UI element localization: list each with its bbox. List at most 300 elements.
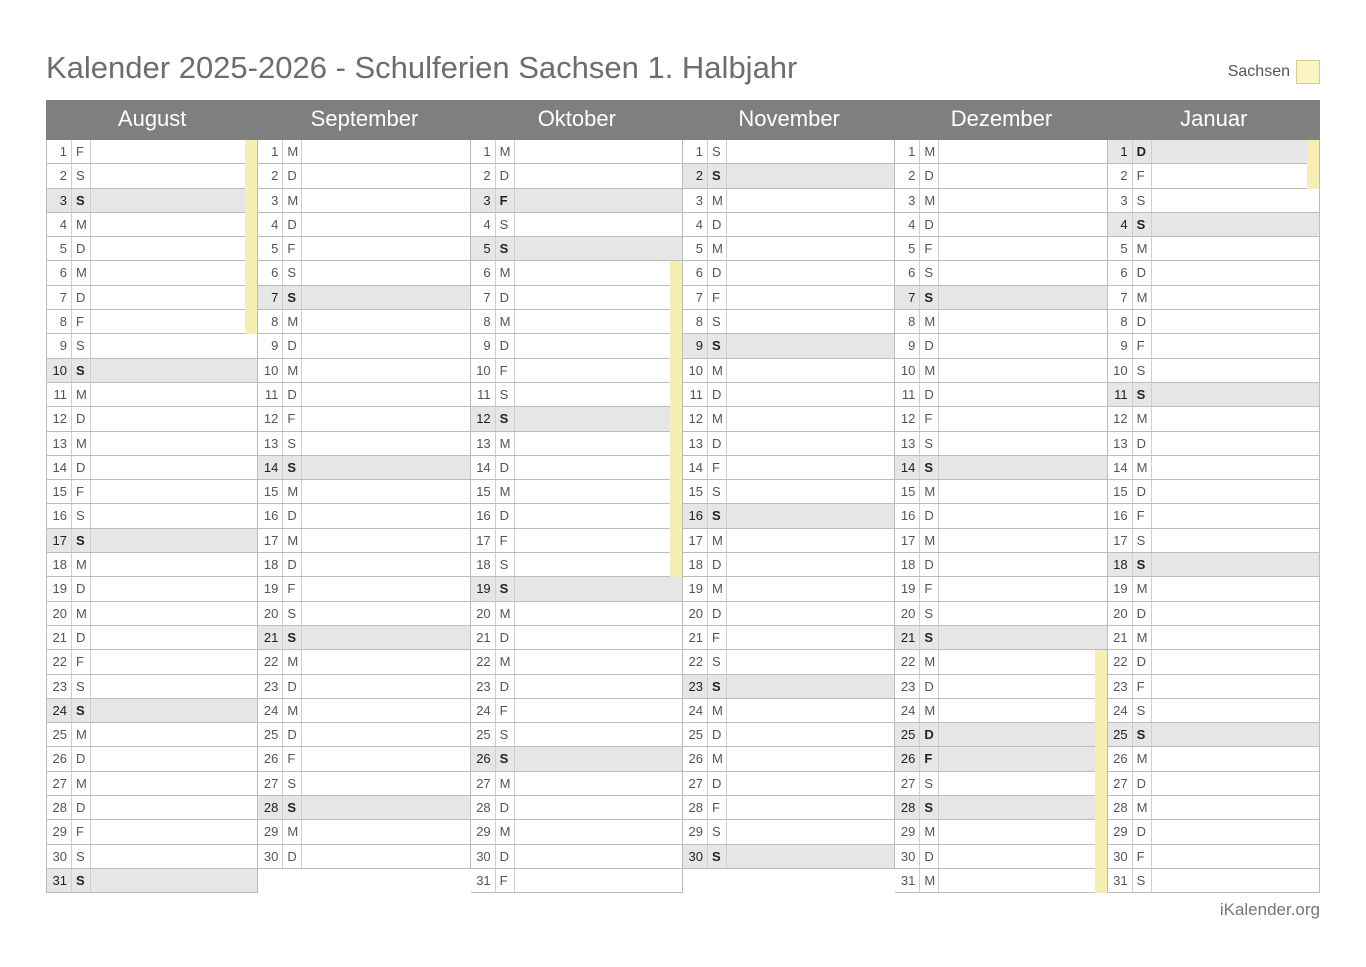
day-row [471,747,683,771]
day-number: 30 [895,845,920,868]
weekday: S [283,261,302,284]
weekday: S [496,237,515,260]
day-number: 16 [471,504,496,527]
day-row [46,602,258,626]
day-row [683,529,895,553]
day-number: 11 [47,383,72,406]
day-number: 29 [471,820,496,843]
day-row [1108,820,1320,844]
day-note-cell [1152,359,1319,382]
weekday: S [1133,529,1152,552]
day-number: 3 [683,189,708,212]
day-row [1108,213,1320,237]
day-row [471,602,683,626]
day-number: 14 [47,456,72,479]
weekday: M [496,261,515,284]
weekday: S [72,845,91,868]
day-number: 28 [683,796,708,819]
weekday: M [1133,237,1152,260]
day-number: 14 [895,456,920,479]
day-note-cell [515,237,682,260]
day-number: 6 [471,261,496,284]
day-note-cell [302,772,469,795]
day-row [895,164,1107,188]
day-number: 13 [47,432,72,455]
day-note-cell [727,213,894,236]
weekday: D [283,723,302,746]
day-number: 9 [47,334,72,357]
weekday: M [496,602,515,625]
day-number: 20 [47,602,72,625]
day-row [683,723,895,747]
weekday: D [920,723,939,746]
day-number: 20 [258,602,283,625]
day-note-cell [91,553,257,576]
day-row [46,772,258,796]
day-number: 5 [683,237,708,260]
day-note-cell [939,140,1106,163]
day-number: 1 [895,140,920,163]
day-note-cell [302,820,469,843]
day-row [258,577,470,601]
day-number: 5 [47,237,72,260]
weekday: S [920,626,939,649]
day-number: 6 [895,261,920,284]
month-header-november: November [738,106,840,131]
weekday: S [283,796,302,819]
day-note-cell [91,286,257,309]
weekday: M [920,820,939,843]
day-row [258,213,470,237]
weekday: F [283,407,302,430]
day-note-cell [939,261,1106,284]
weekday: M [283,189,302,212]
day-row [895,845,1107,869]
weekday: M [920,869,939,892]
weekday: D [920,675,939,698]
day-number: 11 [1108,383,1133,406]
weekday: M [708,359,727,382]
day-row [258,723,470,747]
day-note-cell [727,553,894,576]
day-number: 4 [683,213,708,236]
weekday: M [920,189,939,212]
day-note-cell [302,504,469,527]
day-number: 9 [895,334,920,357]
weekday: M [1133,286,1152,309]
day-note-cell [939,723,1106,746]
weekday: S [283,456,302,479]
day-row [471,820,683,844]
day-number: 1 [47,140,72,163]
day-note-cell [515,869,682,892]
weekday: M [920,359,939,382]
weekday: S [708,845,727,868]
day-number: 11 [895,383,920,406]
weekday: D [920,164,939,187]
weekday: M [283,359,302,382]
day-row [46,432,258,456]
day-note-cell [91,723,257,746]
day-note-cell [1152,504,1319,527]
weekday: F [708,626,727,649]
weekday: S [283,432,302,455]
day-row [1108,189,1320,213]
day-number: 5 [895,237,920,260]
weekday: M [1133,626,1152,649]
day-note-cell [302,675,469,698]
legend [1228,60,1320,84]
day-note-cell [91,675,257,698]
day-note-cell [302,529,469,552]
weekday: S [708,650,727,673]
day-number: 7 [471,286,496,309]
day-note-cell [1152,675,1319,698]
day-row [46,286,258,310]
weekday: F [283,577,302,600]
day-row [683,237,895,261]
day-note-cell [91,310,257,333]
day-note-cell [939,747,1106,770]
day-number: 9 [683,334,708,357]
day-note-cell [302,796,469,819]
day-number: 24 [471,699,496,722]
day-number: 10 [258,359,283,382]
day-row [683,626,895,650]
weekday: D [1133,602,1152,625]
weekday: S [72,675,91,698]
weekday: M [1133,747,1152,770]
day-number: 24 [683,699,708,722]
day-note-cell [727,140,894,163]
weekday: D [1133,772,1152,795]
day-row [1108,747,1320,771]
month-column [683,140,895,893]
day-number: 25 [1108,723,1133,746]
weekday: D [1133,140,1152,163]
weekday: S [920,796,939,819]
day-row [895,650,1107,674]
day-number: 19 [47,577,72,600]
weekday: S [72,699,91,722]
day-number: 26 [683,747,708,770]
day-row [683,407,895,431]
day-note-cell [91,456,257,479]
weekday: F [708,286,727,309]
day-number: 3 [471,189,496,212]
day-row [471,286,683,310]
day-note-cell [302,189,469,212]
weekday: D [496,164,515,187]
day-number: 2 [895,164,920,187]
day-note-cell [1152,310,1319,333]
day-row [471,480,683,504]
day-note-cell [91,334,257,357]
day-note-cell [727,432,894,455]
day-note-cell [302,164,469,187]
weekday: D [1133,310,1152,333]
day-number: 6 [258,261,283,284]
weekday: D [72,456,91,479]
day-number: 8 [47,310,72,333]
day-row [258,504,470,528]
day-note-cell [727,383,894,406]
day-note-cell [1152,334,1319,357]
day-note-cell [939,407,1106,430]
day-number: 7 [258,286,283,309]
day-row [1108,480,1320,504]
footer-credit: iKalender.org [1219,900,1320,919]
day-number: 25 [47,723,72,746]
weekday: D [496,286,515,309]
weekday: D [496,845,515,868]
day-number: 30 [471,845,496,868]
day-number: 9 [258,334,283,357]
day-number: 21 [683,626,708,649]
month-header-januar: Januar [1180,106,1248,131]
day-note-cell [1152,237,1319,260]
day-note-cell [91,432,257,455]
month-column [258,140,470,893]
day-row [471,261,683,285]
day-row [895,747,1107,771]
day-note-cell [727,189,894,212]
day-row [895,602,1107,626]
day-note-cell [1152,456,1319,479]
day-note-cell [1152,286,1319,309]
day-number: 12 [258,407,283,430]
day-row [46,456,258,480]
day-note-cell [727,699,894,722]
day-note-cell [1152,650,1319,673]
day-note-cell [727,504,894,527]
day-row [258,845,470,869]
day-row [1108,529,1320,553]
weekday: S [496,383,515,406]
day-row [895,504,1107,528]
day-number: 31 [895,869,920,892]
weekday: S [1133,359,1152,382]
day-number: 18 [895,553,920,576]
day-number: 24 [47,699,72,722]
day-number: 10 [1108,359,1133,382]
day-row [46,529,258,553]
weekday: S [708,140,727,163]
weekday: S [708,480,727,503]
month-columns [46,140,1320,893]
day-number: 10 [47,359,72,382]
day-number: 6 [683,261,708,284]
day-note-cell [939,359,1106,382]
day-number: 12 [895,407,920,430]
weekday: F [920,747,939,770]
day-row [895,553,1107,577]
day-note-cell [302,334,469,357]
day-note-cell [939,602,1106,625]
day-row [895,286,1107,310]
day-number: 13 [683,432,708,455]
weekday: S [72,334,91,357]
day-note-cell [939,626,1106,649]
weekday: D [496,796,515,819]
day-note-cell [939,310,1106,333]
day-note-cell [91,480,257,503]
day-row [258,261,470,285]
day-note-cell [727,820,894,843]
weekday: S [920,286,939,309]
weekday: F [708,456,727,479]
day-number: 14 [683,456,708,479]
day-number: 23 [258,675,283,698]
weekday: D [496,504,515,527]
day-note-cell [91,213,257,236]
day-row [895,529,1107,553]
weekday: F [1133,334,1152,357]
day-row [895,383,1107,407]
weekday: F [496,869,515,892]
weekday: D [708,213,727,236]
weekday: S [708,164,727,187]
day-row [1108,553,1320,577]
day-row [683,577,895,601]
day-row [895,334,1107,358]
day-number: 16 [683,504,708,527]
weekday: D [72,237,91,260]
weekday: S [708,820,727,843]
day-note-cell [302,626,469,649]
day-number: 2 [471,164,496,187]
weekday: S [72,869,91,892]
day-row [683,164,895,188]
day-row [258,383,470,407]
day-note-cell [302,699,469,722]
day-row [683,383,895,407]
day-row [683,602,895,626]
day-note-cell [939,675,1106,698]
day-number: 28 [471,796,496,819]
weekday: S [72,504,91,527]
weekday: M [72,602,91,625]
weekday: M [72,261,91,284]
weekday: F [72,820,91,843]
weekday: S [496,407,515,430]
day-number: 27 [47,772,72,795]
day-number: 8 [895,310,920,333]
day-row [46,820,258,844]
day-number: 14 [258,456,283,479]
weekday: D [708,723,727,746]
day-row [683,456,895,480]
day-row [471,456,683,480]
weekday: F [496,359,515,382]
weekday: D [496,334,515,357]
day-row [471,334,683,358]
day-note-cell [515,480,682,503]
day-row [895,796,1107,820]
weekday: F [72,140,91,163]
day-note-cell [1152,213,1319,236]
day-row [895,456,1107,480]
day-row [258,626,470,650]
weekday: M [283,820,302,843]
weekday: F [72,310,91,333]
weekday: S [1133,723,1152,746]
day-number: 5 [471,237,496,260]
day-row [46,747,258,771]
day-note-cell [1152,261,1319,284]
day-number: 23 [1108,675,1133,698]
day-row [895,675,1107,699]
day-row [258,699,470,723]
month-column [1108,140,1320,893]
day-row [895,723,1107,747]
day-number: 4 [47,213,72,236]
day-note-cell [91,529,257,552]
weekday: M [496,310,515,333]
day-number: 8 [471,310,496,333]
day-row [683,504,895,528]
weekday: M [1133,456,1152,479]
day-number: 16 [47,504,72,527]
month-header-row [46,100,1320,140]
day-number: 22 [1108,650,1133,673]
day-number: 23 [471,675,496,698]
weekday: F [1133,845,1152,868]
day-note-cell [939,334,1106,357]
day-row [1108,359,1320,383]
page-title: Kalender 2025-2026 - Schulferien Sachsen 1. Halbjahr [46,50,798,85]
day-row [471,723,683,747]
weekday: M [708,407,727,430]
day-row [258,334,470,358]
day-number: 17 [258,529,283,552]
day-number: 17 [1108,529,1133,552]
day-note-cell [515,626,682,649]
day-number: 28 [258,796,283,819]
day-note-cell [939,189,1106,212]
day-note-cell [91,407,257,430]
day-row [46,577,258,601]
day-row [683,772,895,796]
day-note-cell [939,796,1106,819]
day-number: 26 [258,747,283,770]
weekday: M [496,650,515,673]
day-number: 29 [258,820,283,843]
day-note-cell [939,456,1106,479]
day-note-cell [515,747,682,770]
weekday: S [72,359,91,382]
day-row [683,140,895,164]
weekday: D [1133,650,1152,673]
weekday: F [496,699,515,722]
day-row [471,504,683,528]
weekday: D [920,845,939,868]
day-number: 27 [683,772,708,795]
weekday: F [283,747,302,770]
day-number: 9 [471,334,496,357]
day-number: 22 [471,650,496,673]
day-number: 12 [683,407,708,430]
day-row [46,675,258,699]
day-note-cell [939,213,1106,236]
day-row [683,261,895,285]
weekday: S [1133,553,1152,576]
day-row [471,675,683,699]
weekday: M [72,432,91,455]
day-number: 16 [258,504,283,527]
day-row [258,602,470,626]
weekday: M [283,699,302,722]
